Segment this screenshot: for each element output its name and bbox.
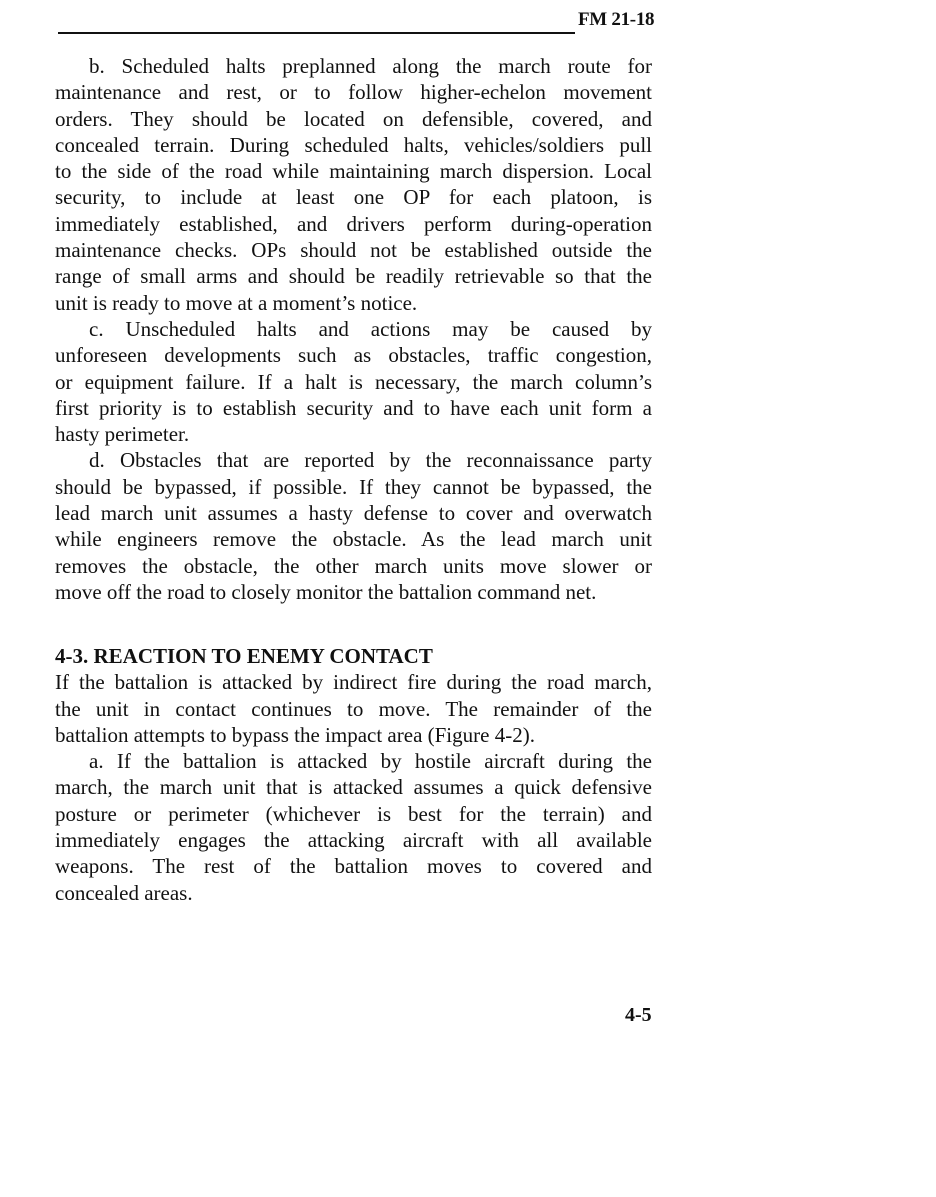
text-line: unforeseen developments such as obstacles, traffic congestion, (55, 343, 652, 368)
text-line: orders. They should be located on defensible, covered, and (55, 106, 652, 131)
page-number: 4-5 (625, 1004, 652, 1026)
document-id: FM 21-18 (578, 9, 655, 30)
text-line: If the battalion is attacked by indirect fire during the road march, (55, 670, 652, 695)
text-line: maintenance checks. OPs should not be established outside the (55, 238, 652, 263)
text-line: concealed terrain. During scheduled halts, vehicles/soldiers pull (55, 132, 652, 157)
header-rule (58, 32, 575, 34)
section-heading: 4-3. REACTION TO ENEMY CONTACT (55, 644, 433, 668)
text-line: b. Scheduled halts preplanned along the march route for (89, 54, 652, 78)
text-line: or equipment failure. If a halt is necessary, the march column’s (55, 369, 652, 394)
text-line: the unit in contact continues to move. The remainder of the (55, 696, 652, 721)
text-line: posture or perimeter (whichever is best for the terrain) and (55, 801, 652, 826)
text-line: a. If the battalion is attacked by hostile aircraft during the (89, 749, 652, 774)
paragraph (55, 316, 652, 447)
text-line: security, to include at least one OP for each platoon, is (55, 185, 652, 210)
text-line: while engineers remove the obstacle. As the lead march unit (55, 527, 652, 552)
section-reaction-to-enemy-contact (55, 643, 652, 906)
text-line: to the side of the road while maintaining march dispersion. Local (55, 159, 652, 184)
text-line: should be bypassed, if possible. If they cannot be bypassed, the (55, 474, 652, 499)
text-line: unit is ready to move at a moment’s notice. (55, 290, 418, 315)
text-line: maintenance and rest, or to follow higher-echelon movement (55, 80, 652, 105)
paragraph (55, 447, 652, 605)
text-line: removes the obstacle, the other march units move slower or (55, 553, 652, 578)
text-line: weapons. The rest of the battalion moves to covered and (55, 854, 652, 879)
text-line: battalion attempts to bypass the impact area (Figure 4-2). (55, 722, 535, 747)
text-line: lead march unit assumes a hasty defense to cover and overwatch (55, 501, 652, 526)
text-line: immediately established, and drivers perform during-operation (55, 211, 652, 236)
text-line: immediately engages the attacking aircraft with all available (55, 828, 652, 853)
text-line: d. Obstacles that are reported by the reconnaissance party (89, 448, 652, 473)
text-line: move off the road to closely monitor the battalion command net. (55, 579, 597, 604)
text-line: concealed areas. (55, 880, 193, 905)
text-line: range of small arms and should be readily retrievable so that the (55, 264, 652, 289)
paragraph (55, 53, 652, 316)
text-line: first priority is to establish security and to have each unit form a (55, 395, 652, 420)
paragraph (55, 669, 652, 748)
paragraph (55, 748, 652, 906)
section-halts (55, 53, 652, 605)
text-line: march, the march unit that is attacked assumes a quick defensive (55, 775, 652, 800)
text-line: hasty perimeter. (55, 422, 190, 447)
text-line: c. Unscheduled halts and actions may be caused by (89, 316, 652, 341)
